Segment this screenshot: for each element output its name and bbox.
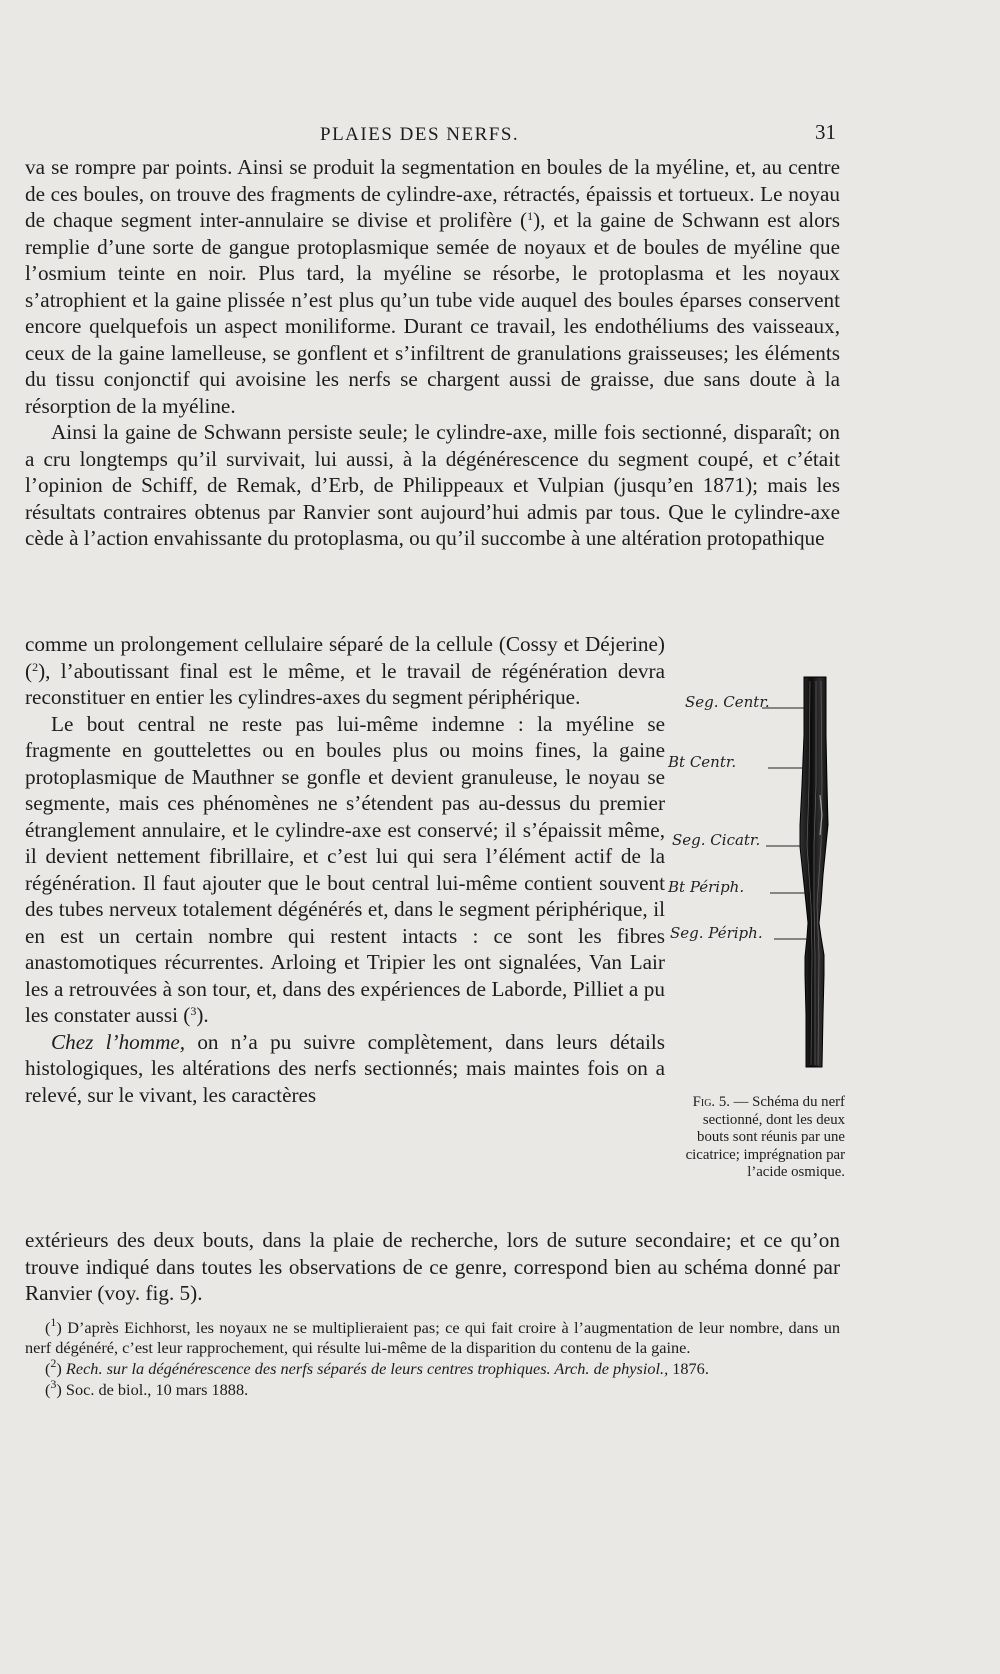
figure-number: Fig. 5. — [692, 1094, 730, 1110]
text-block-full-width — [25, 154, 840, 552]
label-seg-periph: Seg. Périph. — [670, 924, 763, 942]
footnote-ref: 3 — [190, 1004, 197, 1018]
paragraph-3: Le bout central ne reste pas lui-même indemne : la myéline se fragmente en gouttelettes ou en boules plus ou moins fines, la gaine protoplasmique de Mauthner se gonfle et devient granuleuse, le noyau se segmente, mais ces phénomènes ne s’étendent pas au-dessus du premier étranglement annulaire, et le cylindre-axe est conservé; il s’épaissit même, il devient nettement fibrillaire, et c’est lui qui sera l’élément actif de la régénération. Il faut ajouter que le bout central lui-même contient souvent des tubes nerveux totalement dégénérés et, dans le segment périphérique, il en est un certain nombre qui restent intacts : ce sont les fibres anastomotiques récurrentes. Arloing et Tripier les ont signalées, Van Lair les a retrouvées à son tour, et, dans des expériences de Laborde, Pilliet a pu les constater aussi ($^3$). — [25, 711, 665, 1027]
footnote-ref: 1 — [527, 209, 534, 223]
paragraph-2: Ainsi la gaine de Schwann persiste seule; le cylindre-axe, mille fois sectionné, disparaît; on a cru longtemps qu’il survivait, lui aussi, à la dégénérescence du segment coupé, et c’était l’opinion de Schiff, de Remak, d’Erb, de Philippeaux et Vulpian (jusqu’en 1871); mais les résultats contraires obtenus par Ranvier sont aujourd’hui admis par tous. Que le cylindre-axe cède à l’action envahissante du protoplasma, ou qu’il succombe à une altération protopathique — [25, 420, 840, 550]
footnote-ref: 2 — [32, 659, 39, 674]
figure-caption: Fig. 5. — Schéma du nerf sectionné, dont les deux bouts sont réunis par une cicatrice; imprégnation par l’acide osmique. — [685, 1094, 845, 1180]
label-bt-periph: Bt Périph. — [668, 878, 745, 896]
paragraph-4-continued: extérieurs des deux bouts, dans la plaie de recherche, lors de suture secondaire; et ce qu’on trouve indiqué dans toutes les observations de ce genre, correspond bien au schéma donné par Ranvier (voy. fig. 5). — [25, 1228, 840, 1305]
paragraph-2-continued: comme un prolongement cellulaire séparé de la cellule (Cossy et Déjerine) ($^2$), l’aboutissant final est le même, et le travail de régénération devra reconstituer en entier les cylindres-axes du segment périphérique. — [25, 632, 665, 709]
running-header — [0, 120, 1000, 150]
paragraph-1: va se rompre par points. Ainsi se produit la segmentation en boules de la myéline, et, au centre de ces boules, on trouve des fragments de cylindre-axe, rétractés, épaissis et tortueux. Le noyau de chaque segment inter-annulaire se divise et prolifère ($^1$), et la gaine de Schwann est alors remplie d’une sorte de gangue protoplasmique semée de noyaux et de boules de myéline que l’osmium teinte en noir. Plus tard, la myéline se résorbe, le protoplasma et les noyaux s’atrophient et la gaine plissée n’est plus qu’un tube vide auquel des boules éparses conservent encore quelquefois un aspect moniliforme. Durant ce travail, les endothéliums des vaisseaux, ceux de la gaine lamelleuse, se gonflent et s’infiltrent de granulations graisseuses; les éléments du tissu conjonctif qui avoisine les nerfs se chargent aussi de graisse, due sans doute à la résorption de la myéline. — [25, 155, 840, 418]
footnotes — [25, 1315, 840, 1401]
label-seg-cicatr: Seg. Cicatr. — [672, 831, 761, 849]
figure-5-nerve-schema — [668, 675, 860, 1075]
text-block-beside-figure — [25, 631, 665, 1108]
footnote-3: ($^3$) Soc. de biol., 10 mars 1888. — [45, 1377, 249, 1399]
page-number: 31 — [815, 120, 836, 144]
running-title: PLAIES DES NERFS. — [320, 124, 520, 145]
footnote-1: ($^1$) D’après Eichhorst, les noyaux ne se multiplieraient pas; ce qui fait croire à l’augmentation de leur nombre, dans un nerf dégénéré, c’est leur rapprochement, qui résulte lui-même de la disparition du contenu de la gaine. — [25, 1315, 840, 1357]
paragraph-4: Chez l’homme, on n’a pu suivre complètement, dans leurs détails histologiques, les altérations des nerfs sectionnés; mais maintes fois on a relevé, sur le vivant, les caractères — [25, 1029, 665, 1107]
text-block-full-width-bottom — [25, 1227, 840, 1307]
nerve-illustration — [690, 675, 860, 1075]
label-bt-centr: Bt Centr. — [668, 753, 737, 771]
label-seg-centr: Seg. Centr. — [685, 693, 770, 711]
footnote-2: ($^2$) Rech. sur la dégénérescence des nerfs séparés de leurs centres trophiques. Arch. de physiol., 1876. — [45, 1356, 709, 1378]
